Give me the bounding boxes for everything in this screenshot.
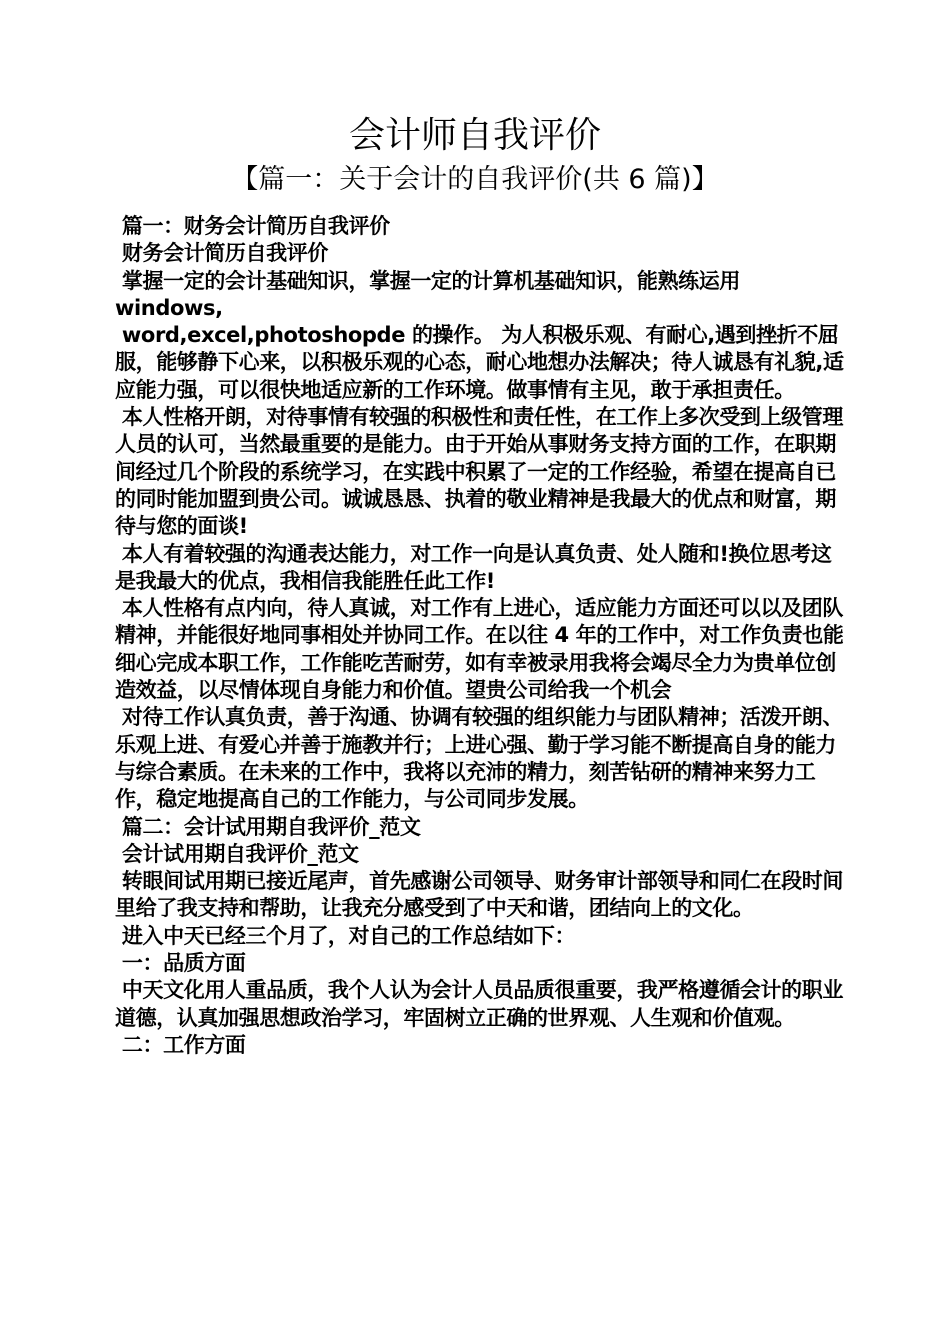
list-heading: 二：工作方面	[115, 1032, 246, 1057]
body-paragraph: 本人有着较强的沟通表达能力，对工作一向是认真负责、处人随和!换位思考这是我最大的优点，我相信我能胜任此工作!	[115, 541, 832, 593]
list-heading: 一：品质方面	[115, 951, 246, 976]
body-paragraph: word,excel,photoshopde 的操作。 为人积极乐观、有耐心,遇到挫折不屈服，能够静下心来，以积极乐观的心态，耐心地想办法解决；待人诚恳有礼貌,适应能力强，可以很快地适应新的工作环境。做事情有主见，敢于承担责任。	[115, 323, 844, 402]
body-paragraph: 本人性格有点内向，待人真诚，对工作有上进心，适应能力方面还可以以及团队精神，并能很好地同事相处并协同工作。在以往 4 年的工作中，对工作负责也能细心完成本职工作，工作能吃苦耐劳，如有幸被录用我将会竭尽全力为贵单位创造效益，以尽情体现自身能力和价值。望贵公司给我一个机会	[115, 596, 844, 703]
body-paragraph: 进入中天已经三个月了，对自己的工作总结如下：	[115, 923, 576, 948]
body-paragraph: 掌握一定的会计基础知识，掌握一定的计算机基础知识，能熟练运用 windows,	[115, 268, 747, 320]
body-paragraph: 本人性格开朗，对待事情有较强的积极性和责任性，在工作上多次受到上级管理人员的认可，当然最重要的是能力。由于开始从事财务支持方面的工作，在职期间经过几个阶段的系统学习，在实践中积累了一定的工作经验，希望在提高自已的同时能加盟到贵公司。诚诚恳恳、执着的敬业精神是我最大的优点和财富，期待与您的面谈!	[115, 405, 843, 539]
section-subheading: 会计试用期自我评价_范文	[115, 841, 359, 866]
section-heading: 篇一：财务会计简历自我评价	[115, 214, 390, 238]
body-paragraph: 对待工作认真负责，善于沟通、协调有较强的组织能力与团队精神；活泼开朗、乐观上进、有爱心并善于施教并行；上进心强、勤于学习能不断提高自身的能力与综合素质。在未来的工作中，我将以充沛的精力，刻苦钻研的精神来努力工作，稳定地提高自己的工作能力，与公司同步发展。	[115, 705, 843, 812]
section-subheading: 财务会计简历自我评价	[115, 241, 328, 266]
document-body	[115, 213, 845, 1059]
body-paragraph: 中天文化用人重品质，我个人认为会计人员品质很重要，我严格遵循会计的职业道德，认真加强思想政治学习，牢固树立正确的世界观、人生观和价值观。	[115, 978, 843, 1030]
body-paragraph: 转眼间试用期已接近尾声，首先感谢公司领导、财务审计部领导和同仁在段时间里给了我支持和帮助，让我充分感受到了中天和谐，团结向上的文化。	[115, 869, 843, 921]
document-title: 会计师自我评价	[348, 115, 601, 156]
section-heading: 篇二：会计试用期自我评价_范文	[115, 814, 421, 839]
document-subtitle: 【篇一：关于会计的自我评价(共 6 篇)】	[231, 164, 719, 195]
